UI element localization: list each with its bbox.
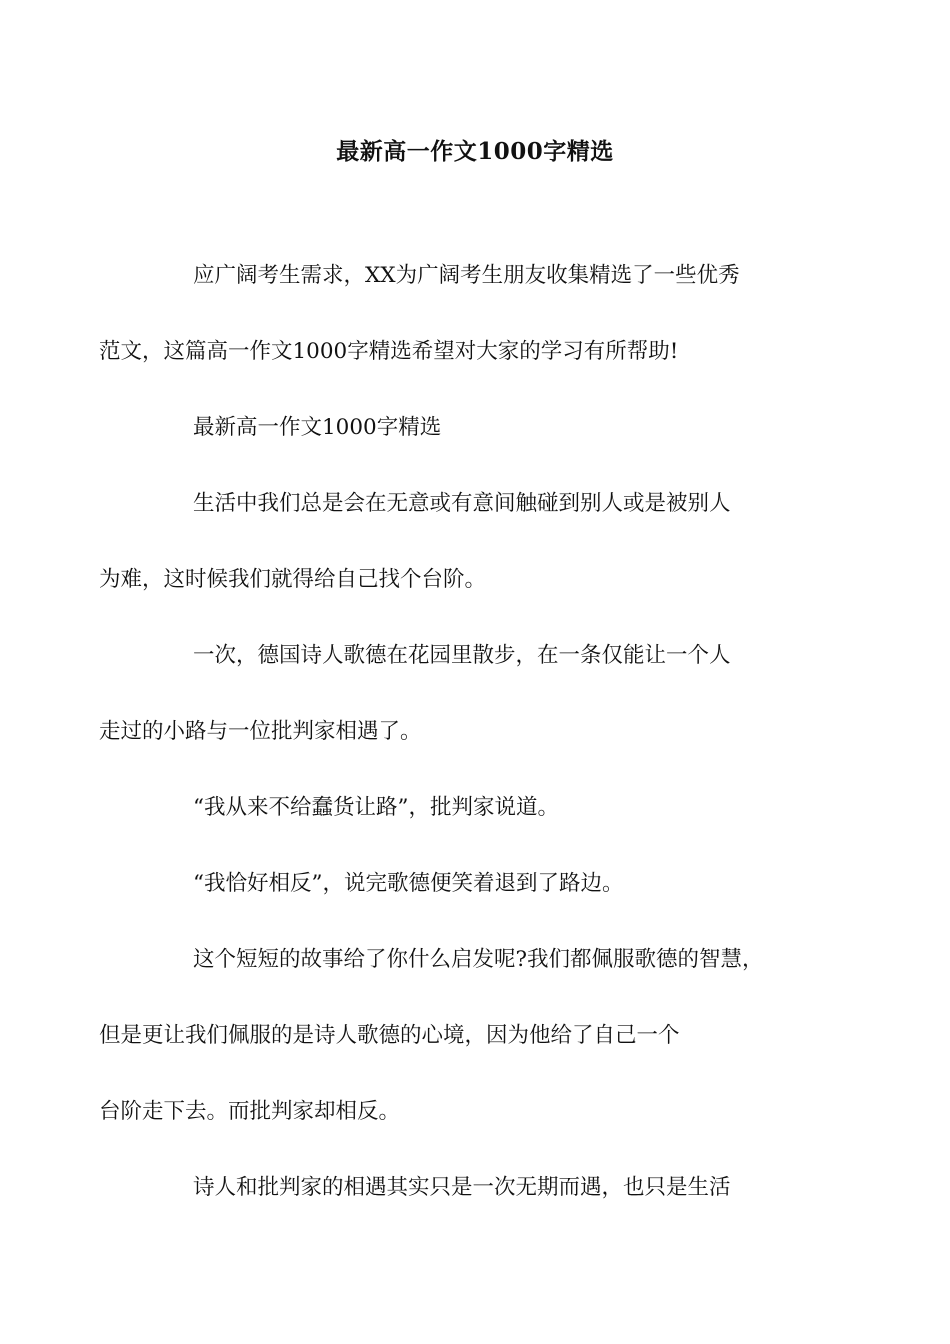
- paragraph-line: 但是更让我们佩服的是诗人歌德的心境，因为他给了自己一个: [99, 1023, 680, 1048]
- paragraph-reflection: [99, 940, 814, 1132]
- paragraph-line: 台阶走下去。而批判家却相反。: [99, 1099, 401, 1124]
- document-title: 最新高一作文1000字精选: [336, 138, 614, 165]
- paragraph-critic-quote: [146, 788, 814, 828]
- paragraph-line: 生活中我们总是会在无意或有意间触碰到别人或是被别人: [193, 491, 731, 516]
- paragraph-line: 范文，这篇高一作文1000字精选希望对大家的学习有所帮助!: [99, 339, 679, 364]
- paragraph-encounter: [146, 1168, 814, 1208]
- paragraph-life: [99, 484, 814, 600]
- paragraph-goethe-quote: [146, 864, 814, 904]
- paragraph-goethe-walk: [99, 636, 814, 752]
- paragraph-line: 走过的小路与一位批判家相遇了。: [99, 719, 422, 744]
- paragraph-line: “我恰好相反”，说完歌德便笑着退到了路边。: [193, 871, 624, 896]
- paragraph-line: 最新高一作文1000字精选: [193, 415, 442, 440]
- paragraph-intro: [99, 256, 814, 372]
- document-body: [99, 256, 814, 1208]
- paragraph-line: 这个短短的故事给了你什么启发呢?我们都佩服歌德的智慧，: [193, 947, 764, 972]
- paragraph-line: 应广阔考生需求，XX为广阔考生朋友收集精选了一些优秀: [193, 263, 740, 288]
- paragraph-line: 一次，德国诗人歌德在花园里散步，在一条仅能让一个人: [193, 643, 731, 668]
- paragraph-subtitle: [146, 408, 814, 448]
- paragraph-line: 为难，这时候我们就得给自己找个台阶。: [99, 567, 487, 592]
- paragraph-line: “我从来不给蠢货让路”，批判家说道。: [193, 795, 559, 820]
- paragraph-line: 诗人和批判家的相遇其实只是一次无期而遇，也只是生活: [193, 1175, 731, 1200]
